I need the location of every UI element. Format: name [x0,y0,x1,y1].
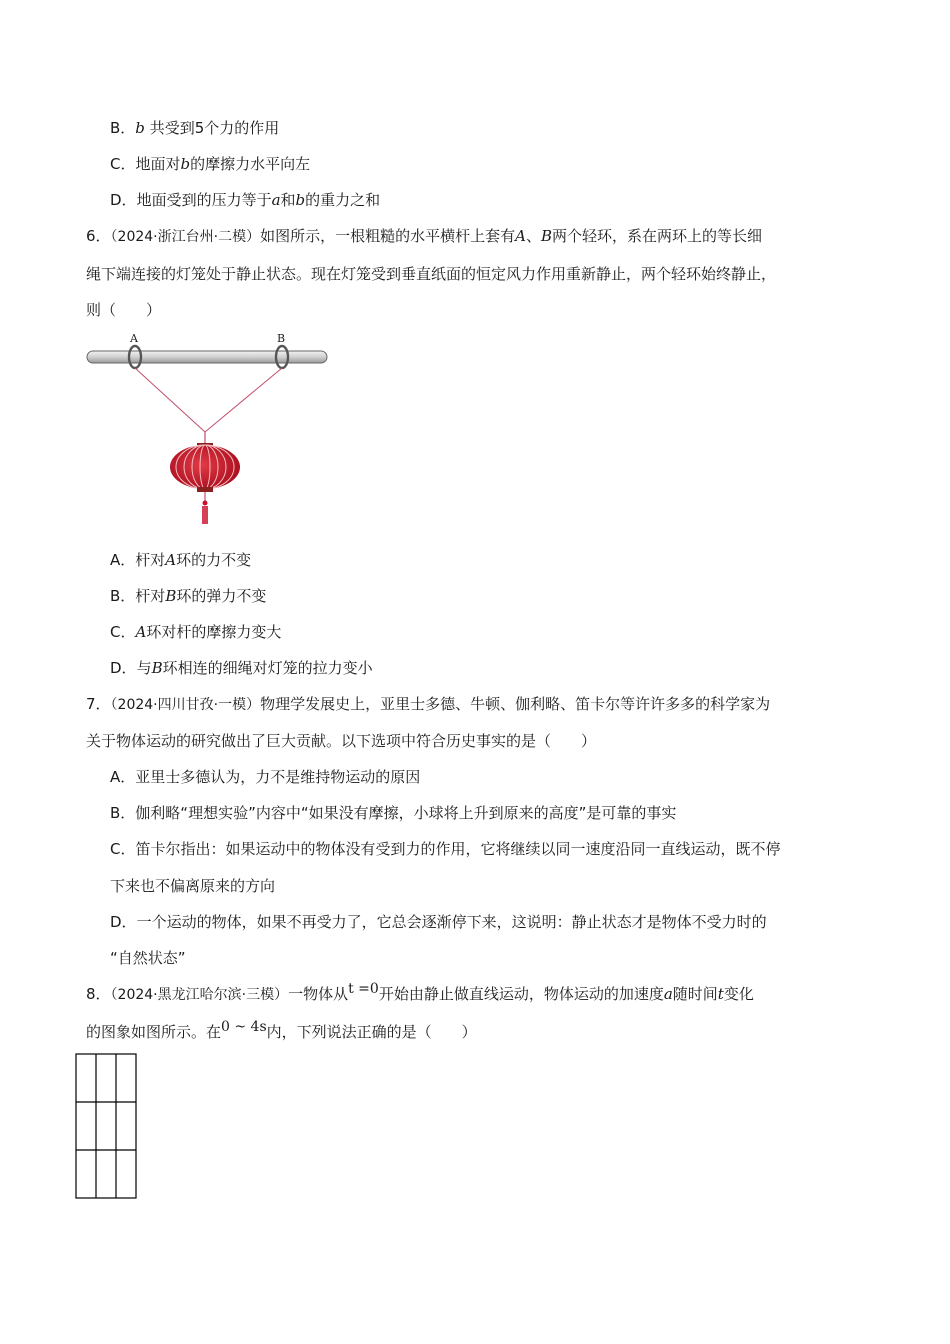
q8-graph-grid [74,1052,138,1200]
rope-a [135,368,205,432]
q8-stem-line1: 8．（2024·黑龙江哈尔滨·三模）一物体从t =0开始由静止做直线运动，物体运动的加速度a随时间t变化 [86,981,754,1003]
lantern-tassel [202,506,208,524]
q6-stem-line2: 绳下端连接的灯笼处于静止状态。现在灯笼受到垂直纸面的恒定风力作用重新静止，两个轻环始终静止， [86,265,777,283]
q7-option-c-cont: 下来也不偏离原来的方向 [110,877,276,895]
lantern-figure [84,326,334,530]
rope-b [205,368,282,432]
question-source: （2024·四川甘孜·一模） [110,697,261,713]
q6-option-d: D．与B环相连的细绳对灯笼的拉力变小 [110,659,373,677]
question-number: 6． [86,227,111,245]
q6-option-a: A．杆对A环的力不变 [110,551,252,569]
ring-b-label: B [277,332,286,345]
q6-option-b: B．杆对B环的弹力不变 [110,587,267,605]
q7-option-b: B．伽利略“理想实验”内容中“如果没有摩擦，小球将上升到原来的高度”是可靠的事实 [110,804,677,822]
question-source: （2024·浙江台州·二模） [110,229,261,245]
ring-a-label: A [130,332,138,345]
q6-stem-line3: 则（ ） [86,301,162,319]
q8-stem-line2: 的图象如图所示。在0 ~ 4s内，下列说法正确的是（ ） [86,1019,477,1041]
question-number: 8． [86,985,111,1003]
question-number: 7． [86,695,111,713]
rod [87,351,327,363]
q5-option-d: D．地面受到的压力等于a和b的重力之和 [110,191,381,209]
q7-option-c: C．笛卡尔指出：如果运动中的物体没有受到力的作用，它将继续以同一速度沿同一直线运动，既不停 [110,840,781,858]
question-source: （2024·黑龙江哈尔滨·三模） [110,987,289,1003]
q7-option-a: A．亚里士多德认为，力不是维持物运动的原因 [110,768,421,786]
q5-option-c: C．地面对b的摩擦力水平向左 [110,155,311,173]
q6-stem-line1: 6．（2024·浙江台州·二模）如图所示，一根粗糙的水平横杆上套有A、B两个轻环，系在两环上的等长细 [86,227,762,245]
q7-option-d-cont: “自然状态” [110,949,186,967]
lantern-icon [170,445,240,489]
q6-option-c: C．A环对杆的摩擦力变大 [110,623,282,641]
q5-option-b: B．b 共受到5个力的作用 [110,119,280,137]
q7-stem-line2: 关于物体运动的研究做出了巨大贡献。以下选项中符合历史事实的是（ ） [86,732,597,750]
q7-stem-line1: 7．（2024·四川甘孜·一模）物理学发展史上，亚里士多德、牛顿、伽利略、笛卡尔等许许多多的科学家为 [86,695,771,713]
q7-option-d: D．一个运动的物体，如果不再受力了，它总会逐渐停下来，这说明：静止状态才是物体不受力时的 [110,913,767,931]
